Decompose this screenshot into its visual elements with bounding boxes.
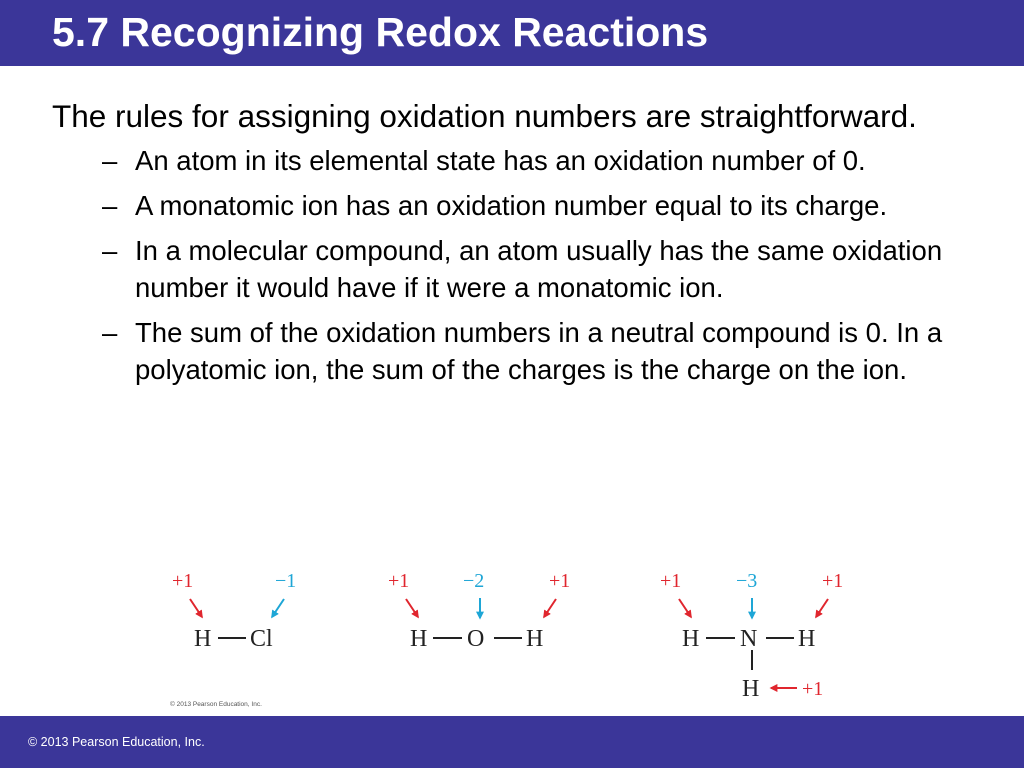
arrow-water-h2 bbox=[544, 599, 556, 617]
arrow-hcl-cl bbox=[272, 599, 284, 617]
ammonia-molecule bbox=[660, 570, 843, 702]
ammonia-h1-ox-number: +1 bbox=[660, 570, 682, 592]
ammonia-h2-ox-number: +1 bbox=[822, 570, 844, 592]
dash-bullet: – bbox=[102, 145, 118, 176]
ammonia-atom-h1: H bbox=[682, 626, 700, 652]
water-atom-h1: H bbox=[410, 626, 428, 652]
slide-body bbox=[52, 96, 952, 396]
hcl-atom-cl: Cl bbox=[250, 626, 273, 652]
footer-bar bbox=[0, 716, 1024, 768]
ammonia-atom-h3: H bbox=[742, 676, 760, 702]
hcl-h-ox-number: +1 bbox=[172, 570, 194, 592]
slide-title: 5.7 Recognizing Redox Reactions bbox=[52, 9, 709, 55]
title-bar bbox=[0, 0, 1024, 66]
rule-text: A monatomic ion has an oxidation number equal to its charge. bbox=[135, 190, 888, 221]
rules-list bbox=[52, 142, 952, 388]
dash-bullet: – bbox=[102, 317, 118, 348]
water-atom-h2: H bbox=[526, 626, 544, 652]
rule-item bbox=[52, 314, 952, 388]
ammonia-h3-ox-number: +1 bbox=[802, 678, 824, 700]
arrow-ammonia-h1 bbox=[679, 599, 691, 617]
arrow-ammonia-h2 bbox=[816, 599, 828, 617]
ammonia-atom-n: N bbox=[740, 626, 758, 652]
water-o-ox-number: −2 bbox=[463, 570, 485, 592]
oxidation-number-figure bbox=[160, 562, 880, 712]
rule-item bbox=[52, 187, 952, 224]
rule-text: In a molecular compound, an atom usually has the same oxidation number it would have if it were a monatomic ion. bbox=[135, 235, 943, 303]
water-molecule bbox=[388, 570, 570, 652]
rule-item bbox=[52, 142, 952, 179]
rule-item bbox=[52, 232, 952, 306]
footer-copyright: © 2013 Pearson Education, Inc. bbox=[28, 735, 205, 749]
hcl-atom-h: H bbox=[194, 626, 212, 652]
water-h2-ox-number: +1 bbox=[549, 570, 571, 592]
water-h1-ox-number: +1 bbox=[388, 570, 410, 592]
figure-credit: © 2013 Pearson Education, Inc. bbox=[170, 701, 262, 708]
dash-bullet: – bbox=[102, 235, 118, 266]
arrow-water-h1 bbox=[406, 599, 418, 617]
ammonia-atom-h2: H bbox=[798, 626, 816, 652]
hcl-cl-ox-number: −1 bbox=[275, 570, 297, 592]
dash-bullet: – bbox=[102, 190, 118, 221]
intro-text: The rules for assigning oxidation numbers are straightforward. bbox=[52, 98, 917, 134]
hcl-molecule bbox=[172, 570, 296, 652]
rule-text: An atom in its elemental state has an oxidation number of 0. bbox=[135, 145, 866, 176]
arrow-hcl-h bbox=[190, 599, 202, 617]
rule-text: The sum of the oxidation numbers in a neutral compound is 0. In a polyatomic ion, the sum of the charges is the charge on the ion. bbox=[135, 317, 943, 385]
ammonia-n-ox-number: −3 bbox=[736, 570, 758, 592]
water-atom-o: O bbox=[467, 626, 485, 652]
